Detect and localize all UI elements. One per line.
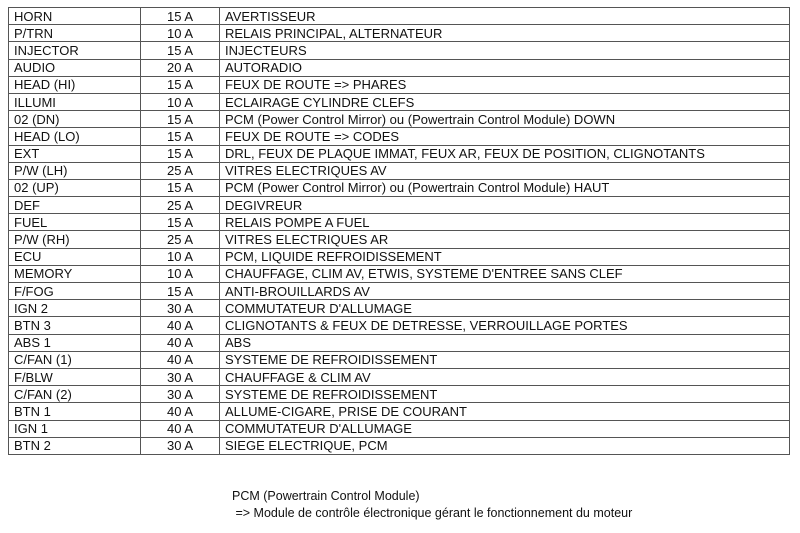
fuse-amperage-cell: 40 A	[141, 420, 220, 437]
fuse-name-cell: HORN	[9, 8, 141, 25]
fuse-amperage-cell: 15 A	[141, 128, 220, 145]
fuse-name-cell: AUDIO	[9, 59, 141, 76]
fuse-name-cell: 02 (UP)	[9, 179, 141, 196]
table-row	[9, 351, 790, 368]
fuse-description-cell: FEUX DE ROUTE => CODES	[220, 128, 790, 145]
table-row	[9, 162, 790, 179]
fuse-description-cell: VITRES ELECTRIQUES AR	[220, 231, 790, 248]
table-row	[9, 420, 790, 437]
fuse-name-cell: BTN 1	[9, 403, 141, 420]
fuse-name-cell: HEAD (LO)	[9, 128, 141, 145]
fuse-amperage-cell: 30 A	[141, 300, 220, 317]
fuse-description-cell: ALLUME-CIGARE, PRISE DE COURANT	[220, 403, 790, 420]
fuse-description-cell: ECLAIRAGE CYLINDRE CLEFS	[220, 93, 790, 110]
fuse-description-cell: COMMUTATEUR D'ALLUMAGE	[220, 420, 790, 437]
fuse-name-cell: IGN 2	[9, 300, 141, 317]
fuse-name-cell: HEAD (HI)	[9, 76, 141, 93]
fuse-amperage-cell: 40 A	[141, 334, 220, 351]
fuse-name-cell: IGN 1	[9, 420, 141, 437]
fuse-description-cell: INJECTEURS	[220, 42, 790, 59]
fuse-description-cell: CHAUFFAGE, CLIM AV, ETWIS, SYSTEME D'ENTREE SANS CLEF	[220, 265, 790, 282]
fuse-description-cell: DRL, FEUX DE PLAQUE IMMAT, FEUX AR, FEUX DE POSITION, CLIGNOTANTS	[220, 145, 790, 162]
fuse-description-cell: AUTORADIO	[220, 59, 790, 76]
table-row	[9, 145, 790, 162]
fuse-description-cell: SYSTEME DE REFROIDISSEMENT	[220, 351, 790, 368]
fuse-amperage-cell: 15 A	[141, 111, 220, 128]
fuse-amperage-cell: 10 A	[141, 93, 220, 110]
fuse-amperage-cell: 15 A	[141, 42, 220, 59]
fuse-name-cell: BTN 3	[9, 317, 141, 334]
fuse-amperage-cell: 20 A	[141, 59, 220, 76]
fuse-description-cell: ANTI-BROUILLARDS AV	[220, 283, 790, 300]
table-row	[9, 368, 790, 385]
table-row	[9, 231, 790, 248]
fuse-name-cell: 02 (DN)	[9, 111, 141, 128]
fuse-name-cell: P/W (RH)	[9, 231, 141, 248]
fuse-description-cell: CLIGNOTANTS & FEUX DE DETRESSE, VERROUILLAGE PORTES	[220, 317, 790, 334]
fuse-name-cell: INJECTOR	[9, 42, 141, 59]
fuse-description-cell: PCM, LIQUIDE REFROIDISSEMENT	[220, 248, 790, 265]
fuse-amperage-cell: 40 A	[141, 403, 220, 420]
fuse-amperage-cell: 15 A	[141, 283, 220, 300]
fuse-amperage-cell: 15 A	[141, 214, 220, 231]
table-row	[9, 334, 790, 351]
table-row	[9, 93, 790, 110]
fuse-name-cell: DEF	[9, 197, 141, 214]
table-row	[9, 403, 790, 420]
table-row	[9, 197, 790, 214]
table-row	[9, 248, 790, 265]
fuse-name-cell: FUEL	[9, 214, 141, 231]
fuse-name-cell: F/FOG	[9, 283, 141, 300]
footnote-explanation: => Module de contrôle électronique gérant le fonctionnement du moteur	[232, 506, 633, 520]
fuse-description-cell: PCM (Power Control Mirror) ou (Powertrain Control Module) HAUT	[220, 179, 790, 196]
fuse-description-cell: PCM (Power Control Mirror) ou (Powertrain Control Module) DOWN	[220, 111, 790, 128]
fuse-amperage-cell: 10 A	[141, 248, 220, 265]
fuse-name-cell: ILLUMI	[9, 93, 141, 110]
fuse-description-cell: ABS	[220, 334, 790, 351]
table-row	[9, 300, 790, 317]
fuse-amperage-cell: 25 A	[141, 231, 220, 248]
table-row	[9, 283, 790, 300]
fuse-amperage-cell: 25 A	[141, 197, 220, 214]
fuse-amperage-cell: 40 A	[141, 351, 220, 368]
table-row	[9, 265, 790, 282]
fuse-table-body	[9, 8, 790, 455]
fuse-amperage-cell: 15 A	[141, 145, 220, 162]
table-row	[9, 128, 790, 145]
footnote	[232, 488, 632, 522]
fuse-name-cell: C/FAN (1)	[9, 351, 141, 368]
table-row	[9, 42, 790, 59]
fuse-description-cell: SYSTEME DE REFROIDISSEMENT	[220, 386, 790, 403]
fuse-amperage-cell: 30 A	[141, 437, 220, 454]
fuse-amperage-cell: 30 A	[141, 386, 220, 403]
fuse-description-cell: RELAIS PRINCIPAL, ALTERNATEUR	[220, 25, 790, 42]
fuse-amperage-cell: 15 A	[141, 76, 220, 93]
fuse-name-cell: BTN 2	[9, 437, 141, 454]
fuse-description-cell: DEGIVREUR	[220, 197, 790, 214]
fuse-name-cell: EXT	[9, 145, 141, 162]
table-row	[9, 25, 790, 42]
footnote-definition: PCM (Powertrain Control Module)	[232, 489, 420, 503]
table-row	[9, 214, 790, 231]
fuse-name-cell: F/BLW	[9, 368, 141, 385]
fuse-amperage-cell: 30 A	[141, 368, 220, 385]
table-row	[9, 179, 790, 196]
table-row	[9, 59, 790, 76]
fuse-name-cell: P/W (LH)	[9, 162, 141, 179]
fuse-amperage-cell: 40 A	[141, 317, 220, 334]
fuse-description-cell: COMMUTATEUR D'ALLUMAGE	[220, 300, 790, 317]
fuse-name-cell: ECU	[9, 248, 141, 265]
fuse-description-cell: FEUX DE ROUTE => PHARES	[220, 76, 790, 93]
fuse-table	[8, 7, 790, 455]
table-row	[9, 386, 790, 403]
fuse-description-cell: RELAIS POMPE A FUEL	[220, 214, 790, 231]
fuse-amperage-cell: 25 A	[141, 162, 220, 179]
table-row	[9, 76, 790, 93]
fuse-description-cell: CHAUFFAGE & CLIM AV	[220, 368, 790, 385]
fuse-name-cell: MEMORY	[9, 265, 141, 282]
table-row	[9, 111, 790, 128]
fuse-amperage-cell: 10 A	[141, 265, 220, 282]
table-row	[9, 8, 790, 25]
fuse-name-cell: ABS 1	[9, 334, 141, 351]
fuse-amperage-cell: 15 A	[141, 179, 220, 196]
fuse-amperage-cell: 10 A	[141, 25, 220, 42]
fuse-description-cell: SIEGE ELECTRIQUE, PCM	[220, 437, 790, 454]
fuse-amperage-cell: 15 A	[141, 8, 220, 25]
fuse-description-cell: VITRES ELECTRIQUES AV	[220, 162, 790, 179]
table-row	[9, 437, 790, 454]
fuse-name-cell: C/FAN (2)	[9, 386, 141, 403]
table-row	[9, 317, 790, 334]
fuse-description-cell: AVERTISSEUR	[220, 8, 790, 25]
fuse-name-cell: P/TRN	[9, 25, 141, 42]
